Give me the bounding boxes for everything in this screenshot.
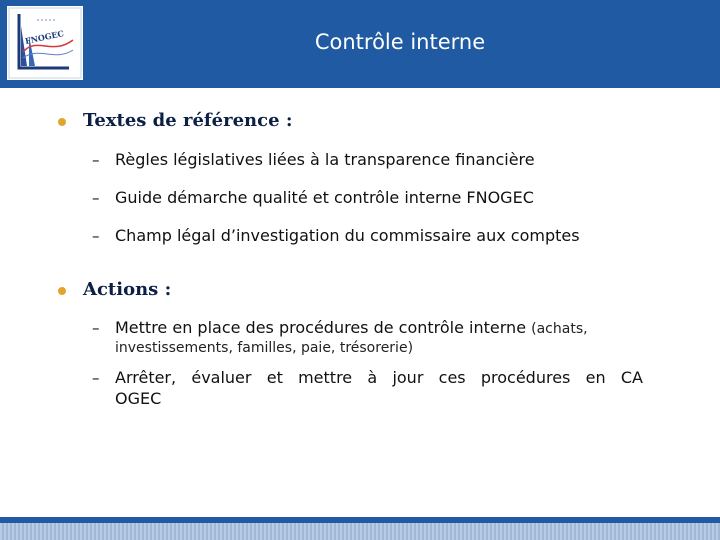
- action-item-aside: (achats,: [531, 321, 588, 337]
- reference-item: Champ légal d’investigation du commissaire aux comptes: [115, 226, 580, 245]
- action-item-continuation: investissements, familles, paie, trésorerie): [115, 340, 414, 356]
- action-item-text: Mettre en place des procédures de contrôle interne: [115, 318, 527, 337]
- slide-title: Contrôle interne: [314, 30, 486, 54]
- dash-marker: –: [92, 369, 100, 387]
- section-bullet: [58, 287, 66, 295]
- section-heading-actions: Actions :: [83, 279, 172, 300]
- section-heading-references: Textes de référence :: [83, 110, 293, 131]
- dash-marker: –: [92, 151, 100, 169]
- logo-graphic: [7, 6, 83, 80]
- section-bullet: [58, 118, 66, 126]
- dash-marker: –: [92, 319, 100, 337]
- action-item-line: [115, 318, 588, 337]
- dash-marker: –: [92, 227, 100, 245]
- slide-header: [0, 0, 720, 88]
- action-item-line: Arrêter, évaluer et mettre à jour ces procédures en CA: [115, 368, 643, 387]
- reference-item: Guide démarche qualité et contrôle interne FNOGEC: [115, 188, 534, 207]
- logo-text: FNOGEC: [24, 28, 65, 47]
- footer-stripes: [0, 523, 720, 540]
- reference-item: Règles législatives liées à la transparence financière: [115, 150, 535, 169]
- fnogec-logo: [7, 6, 83, 80]
- action-item-continuation: OGEC: [115, 389, 162, 408]
- dash-marker: –: [92, 189, 100, 207]
